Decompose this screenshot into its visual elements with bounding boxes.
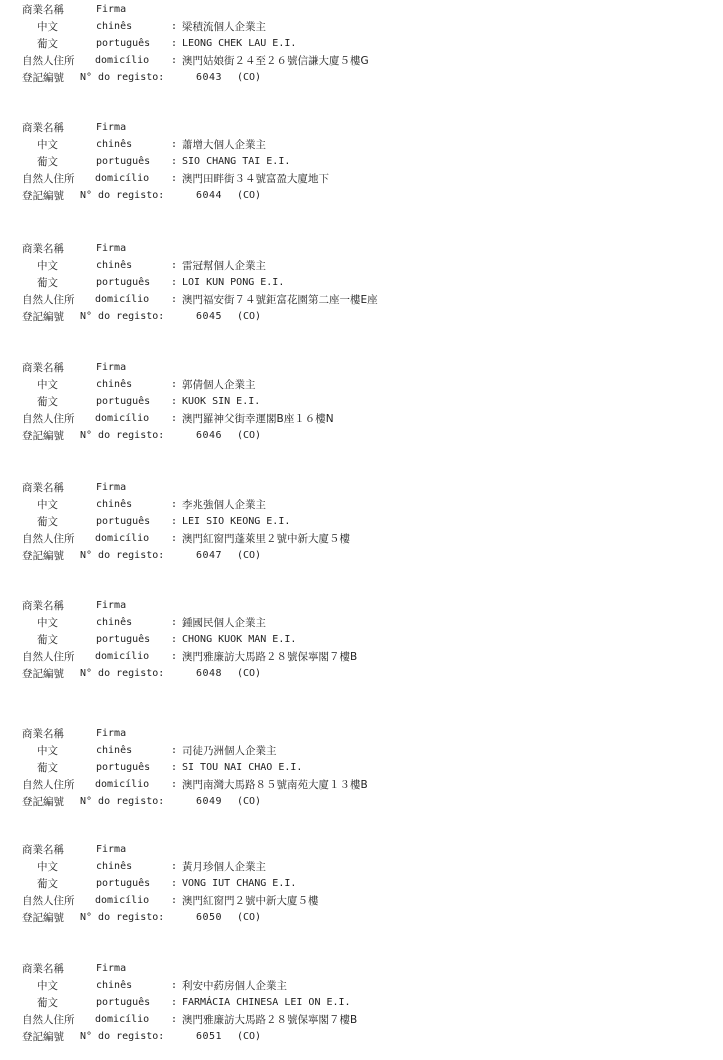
colon: : bbox=[171, 980, 178, 991]
chinese-label-pt: chinês bbox=[96, 260, 133, 271]
firma-label-pt: Firma bbox=[96, 362, 127, 373]
domicile-label-pt: domicílio bbox=[95, 779, 150, 790]
domicile-label-pt: domicílio bbox=[95, 55, 150, 66]
chinese-label-zh: 中文 bbox=[37, 980, 58, 992]
registo-label-zh: 登記編號 bbox=[22, 796, 64, 808]
registo-code: (CO) bbox=[237, 550, 262, 561]
colon: : bbox=[171, 895, 178, 906]
domicile-address: 澳門紅窗門蓬萊里２號中新大廈５樓 bbox=[182, 533, 350, 545]
chinese-label-zh: 中文 bbox=[37, 499, 58, 511]
colon: : bbox=[171, 260, 178, 271]
firma-label-pt: Firma bbox=[96, 728, 127, 739]
registo-label-zh: 登記編號 bbox=[22, 912, 64, 924]
domicile-label-zh: 自然人住所 bbox=[22, 895, 75, 907]
registo-number: 6051 bbox=[196, 1031, 223, 1042]
registration-record bbox=[0, 726, 723, 816]
company-name-zh: 利安中葯房個人企業主 bbox=[182, 980, 287, 992]
registo-number: 6047 bbox=[196, 550, 223, 561]
company-name-zh: 郭倩個人企業主 bbox=[182, 379, 256, 391]
domicile-label-pt: domicílio bbox=[95, 895, 150, 906]
colon: : bbox=[171, 762, 178, 773]
domicile-label-zh: 自然人住所 bbox=[22, 1014, 75, 1026]
domicile-address: 澳門紅窗門２號中新大廈５樓 bbox=[182, 895, 319, 907]
domicile-address: 澳門雅廉訪大馬路２８號保寧閣７樓B bbox=[182, 651, 358, 663]
chinese-label-pt: chinês bbox=[96, 379, 133, 390]
registo-label-zh: 登記編號 bbox=[22, 190, 64, 202]
firma-label-zh: 商業名稱 bbox=[22, 844, 64, 856]
registration-record bbox=[0, 2, 723, 92]
registo-label-pt: N° do registo: bbox=[80, 1031, 165, 1042]
portuguese-label-pt: português bbox=[96, 634, 151, 645]
portuguese-label-zh: 葡文 bbox=[37, 634, 58, 646]
company-name-pt: FARMÁCIA CHINESA LEI ON E.I. bbox=[182, 997, 351, 1008]
firma-label-zh: 商業名稱 bbox=[22, 243, 64, 255]
registo-label-pt: N° do registo: bbox=[80, 72, 165, 83]
domicile-address: 澳門羅神父街幸運閣B座１６樓N bbox=[182, 413, 334, 425]
colon: : bbox=[171, 173, 178, 184]
company-name-pt: LEONG CHEK LAU E.I. bbox=[182, 38, 297, 49]
domicile-label-pt: domicílio bbox=[95, 173, 150, 184]
firma-label-pt: Firma bbox=[96, 4, 127, 15]
chinese-label-pt: chinês bbox=[96, 980, 133, 991]
registo-number: 6046 bbox=[196, 430, 223, 441]
portuguese-label-zh: 葡文 bbox=[37, 997, 58, 1009]
portuguese-label-pt: português bbox=[96, 516, 151, 527]
registo-code: (CO) bbox=[237, 1031, 262, 1042]
registo-label-pt: N° do registo: bbox=[80, 550, 165, 561]
registration-record bbox=[0, 598, 723, 688]
colon: : bbox=[171, 533, 178, 544]
colon: : bbox=[171, 634, 178, 645]
registo-code: (CO) bbox=[237, 668, 262, 679]
colon: : bbox=[171, 413, 178, 424]
firma-label-pt: Firma bbox=[96, 243, 127, 254]
portuguese-label-zh: 葡文 bbox=[37, 878, 58, 890]
firma-label-pt: Firma bbox=[96, 122, 127, 133]
registo-code: (CO) bbox=[237, 311, 262, 322]
firma-label-pt: Firma bbox=[96, 844, 127, 855]
firma-label-zh: 商業名稱 bbox=[22, 362, 64, 374]
colon: : bbox=[171, 745, 178, 756]
company-name-pt: CHONG KUOK MAN E.I. bbox=[182, 634, 297, 645]
colon: : bbox=[171, 997, 178, 1008]
domicile-label-pt: domicílio bbox=[95, 651, 150, 662]
colon: : bbox=[171, 617, 178, 628]
portuguese-label-zh: 葡文 bbox=[37, 516, 58, 528]
registration-record bbox=[0, 842, 723, 932]
portuguese-label-pt: português bbox=[96, 38, 151, 49]
firma-label-pt: Firma bbox=[96, 963, 127, 974]
registo-label-pt: N° do registo: bbox=[80, 311, 165, 322]
firma-label-zh: 商業名稱 bbox=[22, 482, 64, 494]
firma-label-zh: 商業名稱 bbox=[22, 122, 64, 134]
chinese-label-zh: 中文 bbox=[37, 139, 58, 151]
domicile-label-pt: domicílio bbox=[95, 533, 150, 544]
domicile-label-zh: 自然人住所 bbox=[22, 779, 75, 791]
colon: : bbox=[171, 396, 178, 407]
chinese-label-zh: 中文 bbox=[37, 379, 58, 391]
colon: : bbox=[171, 379, 178, 390]
domicile-label-zh: 自然人住所 bbox=[22, 533, 75, 545]
chinese-label-pt: chinês bbox=[96, 861, 133, 872]
domicile-label-zh: 自然人住所 bbox=[22, 173, 75, 185]
firma-label-zh: 商業名稱 bbox=[22, 728, 64, 740]
domicile-address: 澳門福安街７４號鉅富花園第二座一樓E座 bbox=[182, 294, 378, 306]
domicile-label-pt: domicílio bbox=[95, 413, 150, 424]
company-name-pt: KUOK SIN E.I. bbox=[182, 396, 261, 407]
registo-number: 6050 bbox=[196, 912, 223, 923]
chinese-label-zh: 中文 bbox=[37, 861, 58, 873]
chinese-label-pt: chinês bbox=[96, 617, 133, 628]
registo-label-pt: N° do registo: bbox=[80, 668, 165, 679]
colon: : bbox=[171, 277, 178, 288]
domicile-address: 澳門雅廉訪大馬路２８號保寧閣７樓B bbox=[182, 1014, 358, 1026]
chinese-label-pt: chinês bbox=[96, 139, 133, 150]
firma-label-zh: 商業名稱 bbox=[22, 4, 64, 16]
registo-label-zh: 登記編號 bbox=[22, 550, 64, 562]
portuguese-label-zh: 葡文 bbox=[37, 396, 58, 408]
domicile-label-zh: 自然人住所 bbox=[22, 651, 75, 663]
firma-label-zh: 商業名稱 bbox=[22, 600, 64, 612]
firma-label-zh: 商業名稱 bbox=[22, 963, 64, 975]
domicile-label-pt: domicílio bbox=[95, 294, 150, 305]
company-name-pt: LOI KUN PONG E.I. bbox=[182, 277, 285, 288]
company-name-zh: 司徒乃洲個人企業主 bbox=[182, 745, 277, 757]
registo-number: 6049 bbox=[196, 796, 223, 807]
registration-record bbox=[0, 961, 723, 1051]
portuguese-label-pt: português bbox=[96, 396, 151, 407]
registration-record bbox=[0, 241, 723, 331]
company-name-zh: 雷冠幫個人企業主 bbox=[182, 260, 266, 272]
company-name-pt: SI TOU NAI CHAO E.I. bbox=[182, 762, 303, 773]
registo-label-pt: N° do registo: bbox=[80, 796, 165, 807]
colon: : bbox=[171, 516, 178, 527]
domicile-address: 澳門田畔街３４號富盈大廈地下 bbox=[182, 173, 329, 185]
chinese-label-zh: 中文 bbox=[37, 21, 58, 33]
registo-code: (CO) bbox=[237, 190, 262, 201]
registo-code: (CO) bbox=[237, 912, 262, 923]
portuguese-label-pt: português bbox=[96, 878, 151, 889]
portuguese-label-zh: 葡文 bbox=[37, 38, 58, 50]
chinese-label-pt: chinês bbox=[96, 745, 133, 756]
colon: : bbox=[171, 156, 178, 167]
colon: : bbox=[171, 651, 178, 662]
registo-code: (CO) bbox=[237, 430, 262, 441]
portuguese-label-zh: 葡文 bbox=[37, 156, 58, 168]
registo-number: 6043 bbox=[196, 72, 223, 83]
registo-number: 6044 bbox=[196, 190, 223, 201]
registo-label-zh: 登記編號 bbox=[22, 72, 64, 84]
registo-code: (CO) bbox=[237, 796, 262, 807]
chinese-label-zh: 中文 bbox=[37, 617, 58, 629]
registo-label-zh: 登記編號 bbox=[22, 668, 64, 680]
company-name-zh: 李兆強個人企業主 bbox=[182, 499, 266, 511]
domicile-address: 澳門姑娘街２４至２６號信謙大廈５樓G bbox=[182, 55, 369, 67]
company-name-pt: LEI SIO KEONG E.I. bbox=[182, 516, 291, 527]
registration-record bbox=[0, 360, 723, 450]
portuguese-label-pt: português bbox=[96, 277, 151, 288]
colon: : bbox=[171, 294, 178, 305]
company-name-zh: 梁積流個人企業主 bbox=[182, 21, 266, 33]
registo-label-zh: 登記編號 bbox=[22, 311, 64, 323]
company-name-zh: 蕭增大個人企業主 bbox=[182, 139, 266, 151]
chinese-label-pt: chinês bbox=[96, 21, 133, 32]
portuguese-label-pt: português bbox=[96, 762, 151, 773]
colon: : bbox=[171, 21, 178, 32]
colon: : bbox=[171, 499, 178, 510]
domicile-label-pt: domicílio bbox=[95, 1014, 150, 1025]
colon: : bbox=[171, 139, 178, 150]
portuguese-label-pt: português bbox=[96, 997, 151, 1008]
registo-label-pt: N° do registo: bbox=[80, 430, 165, 441]
chinese-label-pt: chinês bbox=[96, 499, 133, 510]
registo-code: (CO) bbox=[237, 72, 262, 83]
company-name-zh: 黃月珍個人企業主 bbox=[182, 861, 266, 873]
colon: : bbox=[171, 38, 178, 49]
colon: : bbox=[171, 1014, 178, 1025]
firma-label-pt: Firma bbox=[96, 600, 127, 611]
chinese-label-zh: 中文 bbox=[37, 745, 58, 757]
chinese-label-zh: 中文 bbox=[37, 260, 58, 272]
domicile-label-zh: 自然人住所 bbox=[22, 55, 75, 67]
domicile-address: 澳門南灣大馬路８５號南苑大廈１３樓B bbox=[182, 779, 368, 791]
registo-label-zh: 登記編號 bbox=[22, 1031, 64, 1043]
domicile-label-zh: 自然人住所 bbox=[22, 413, 75, 425]
portuguese-label-pt: português bbox=[96, 156, 151, 167]
registo-number: 6048 bbox=[196, 668, 223, 679]
registration-record bbox=[0, 480, 723, 570]
colon: : bbox=[171, 779, 178, 790]
registration-record bbox=[0, 120, 723, 210]
company-name-pt: SIO CHANG TAI E.I. bbox=[182, 156, 291, 167]
registo-label-pt: N° do registo: bbox=[80, 912, 165, 923]
portuguese-label-zh: 葡文 bbox=[37, 762, 58, 774]
firma-label-pt: Firma bbox=[96, 482, 127, 493]
registo-label-zh: 登記編號 bbox=[22, 430, 64, 442]
registo-label-pt: N° do registo: bbox=[80, 190, 165, 201]
colon: : bbox=[171, 55, 178, 66]
portuguese-label-zh: 葡文 bbox=[37, 277, 58, 289]
registo-number: 6045 bbox=[196, 311, 223, 322]
company-name-pt: VONG IUT CHANG E.I. bbox=[182, 878, 297, 889]
domicile-label-zh: 自然人住所 bbox=[22, 294, 75, 306]
colon: : bbox=[171, 878, 178, 889]
company-name-zh: 鍾國民個人企業主 bbox=[182, 617, 266, 629]
colon: : bbox=[171, 861, 178, 872]
